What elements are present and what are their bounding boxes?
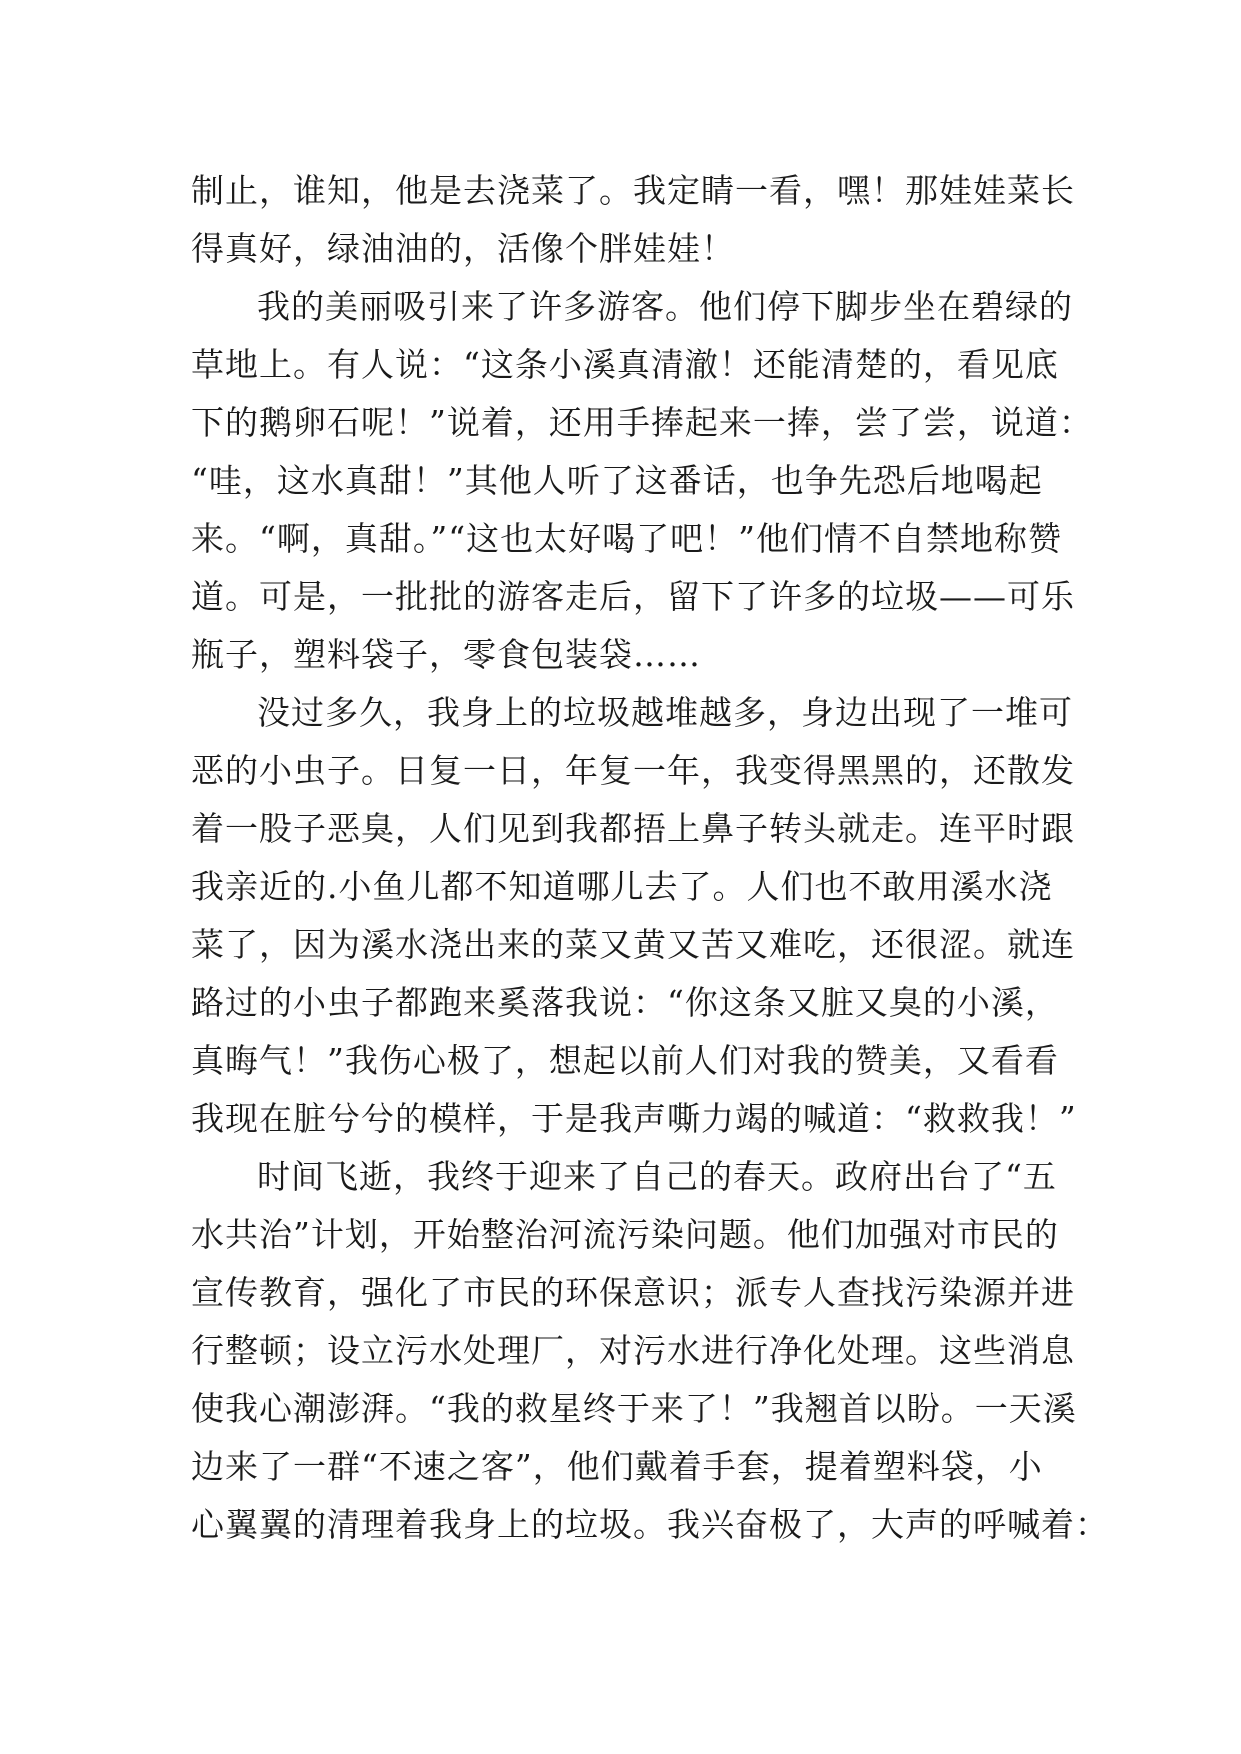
text-line: 宣传教育，强化了市民的环保意识；派专人查找污染源并进 [191,1273,1075,1312]
text-line: 边来了一群“不速之客”，他们戴着手套，提着塑料袋，小 [191,1447,1043,1486]
text-line: 水共治”计划，开始整治河流污染问题。他们加强对市民的 [191,1215,1059,1254]
text-line: 制止，谁知，他是去浇菜了。我定睛一看，嘿！那娃娃菜长 [191,171,1075,210]
text-line: 没过多久，我身上的垃圾越堆越多，身边出现了一堆可 [257,693,1073,732]
text-line: 草地上。有人说：“这条小溪真清澈！还能清楚的，看见底 [191,345,1059,384]
document-body [191,162,1109,1554]
text-line: 时间飞逝，我终于迎来了自己的春天。政府出台了“五 [257,1157,1057,1196]
text-line: 来。“啊，真甜。”“这也太好喝了吧！”他们情不自禁地称赞 [191,519,1062,558]
text-line: 心翼翼的清理着我身上的垃圾。我兴奋极了，大声的呼喊着： [191,1505,1109,1544]
text-line: 行整顿；设立污水处理厂，对污水进行净化处理。这些消息 [191,1331,1075,1370]
text-line: 使我心潮澎湃。“我的救星终于来了！”我翘首以盼。一天溪 [191,1389,1077,1428]
text-line: 真晦气！”我伤心极了，想起以前人们对我的赞美，又看看 [191,1041,1059,1080]
text-line: 得真好，绿油油的，活像个胖娃娃！ [191,229,735,268]
text-line: 我亲近的.小鱼儿都不知道哪儿去了。人们也不敢用溪水浇 [191,867,1053,906]
text-line: “哇，这水真甜！”其他人听了这番话，也争先恐后地喝起 [191,461,1043,500]
text-line: 路过的小虫子都跑来奚落我说：“你这条又脏又臭的小溪， [191,983,1059,1022]
text-line: 瓶子，塑料袋子，零食包装袋…… [191,635,701,674]
text-line: 菜了，因为溪水浇出来的菜又黄又苦又难吃，还很涩。就连 [191,925,1075,964]
text-line: 我的美丽吸引来了许多游客。他们停下脚步坐在碧绿的 [257,287,1073,326]
text-line: 道。可是，一批批的游客走后，留下了许多的垃圾——可乐 [191,577,1075,616]
text-line: 下的鹅卵石呢！”说着，还用手捧起来一捧，尝了尝，说道： [191,403,1093,442]
text-line: 着一股子恶臭，人们见到我都捂上鼻子转头就走。连平时跟 [191,809,1075,848]
text-line: 我现在脏兮兮的模样，于是我声嘶力竭的喊道：“救救我！” [191,1099,1077,1138]
text-line: 恶的小虫子。日复一日，年复一年，我变得黑黑的，还散发 [191,751,1075,790]
